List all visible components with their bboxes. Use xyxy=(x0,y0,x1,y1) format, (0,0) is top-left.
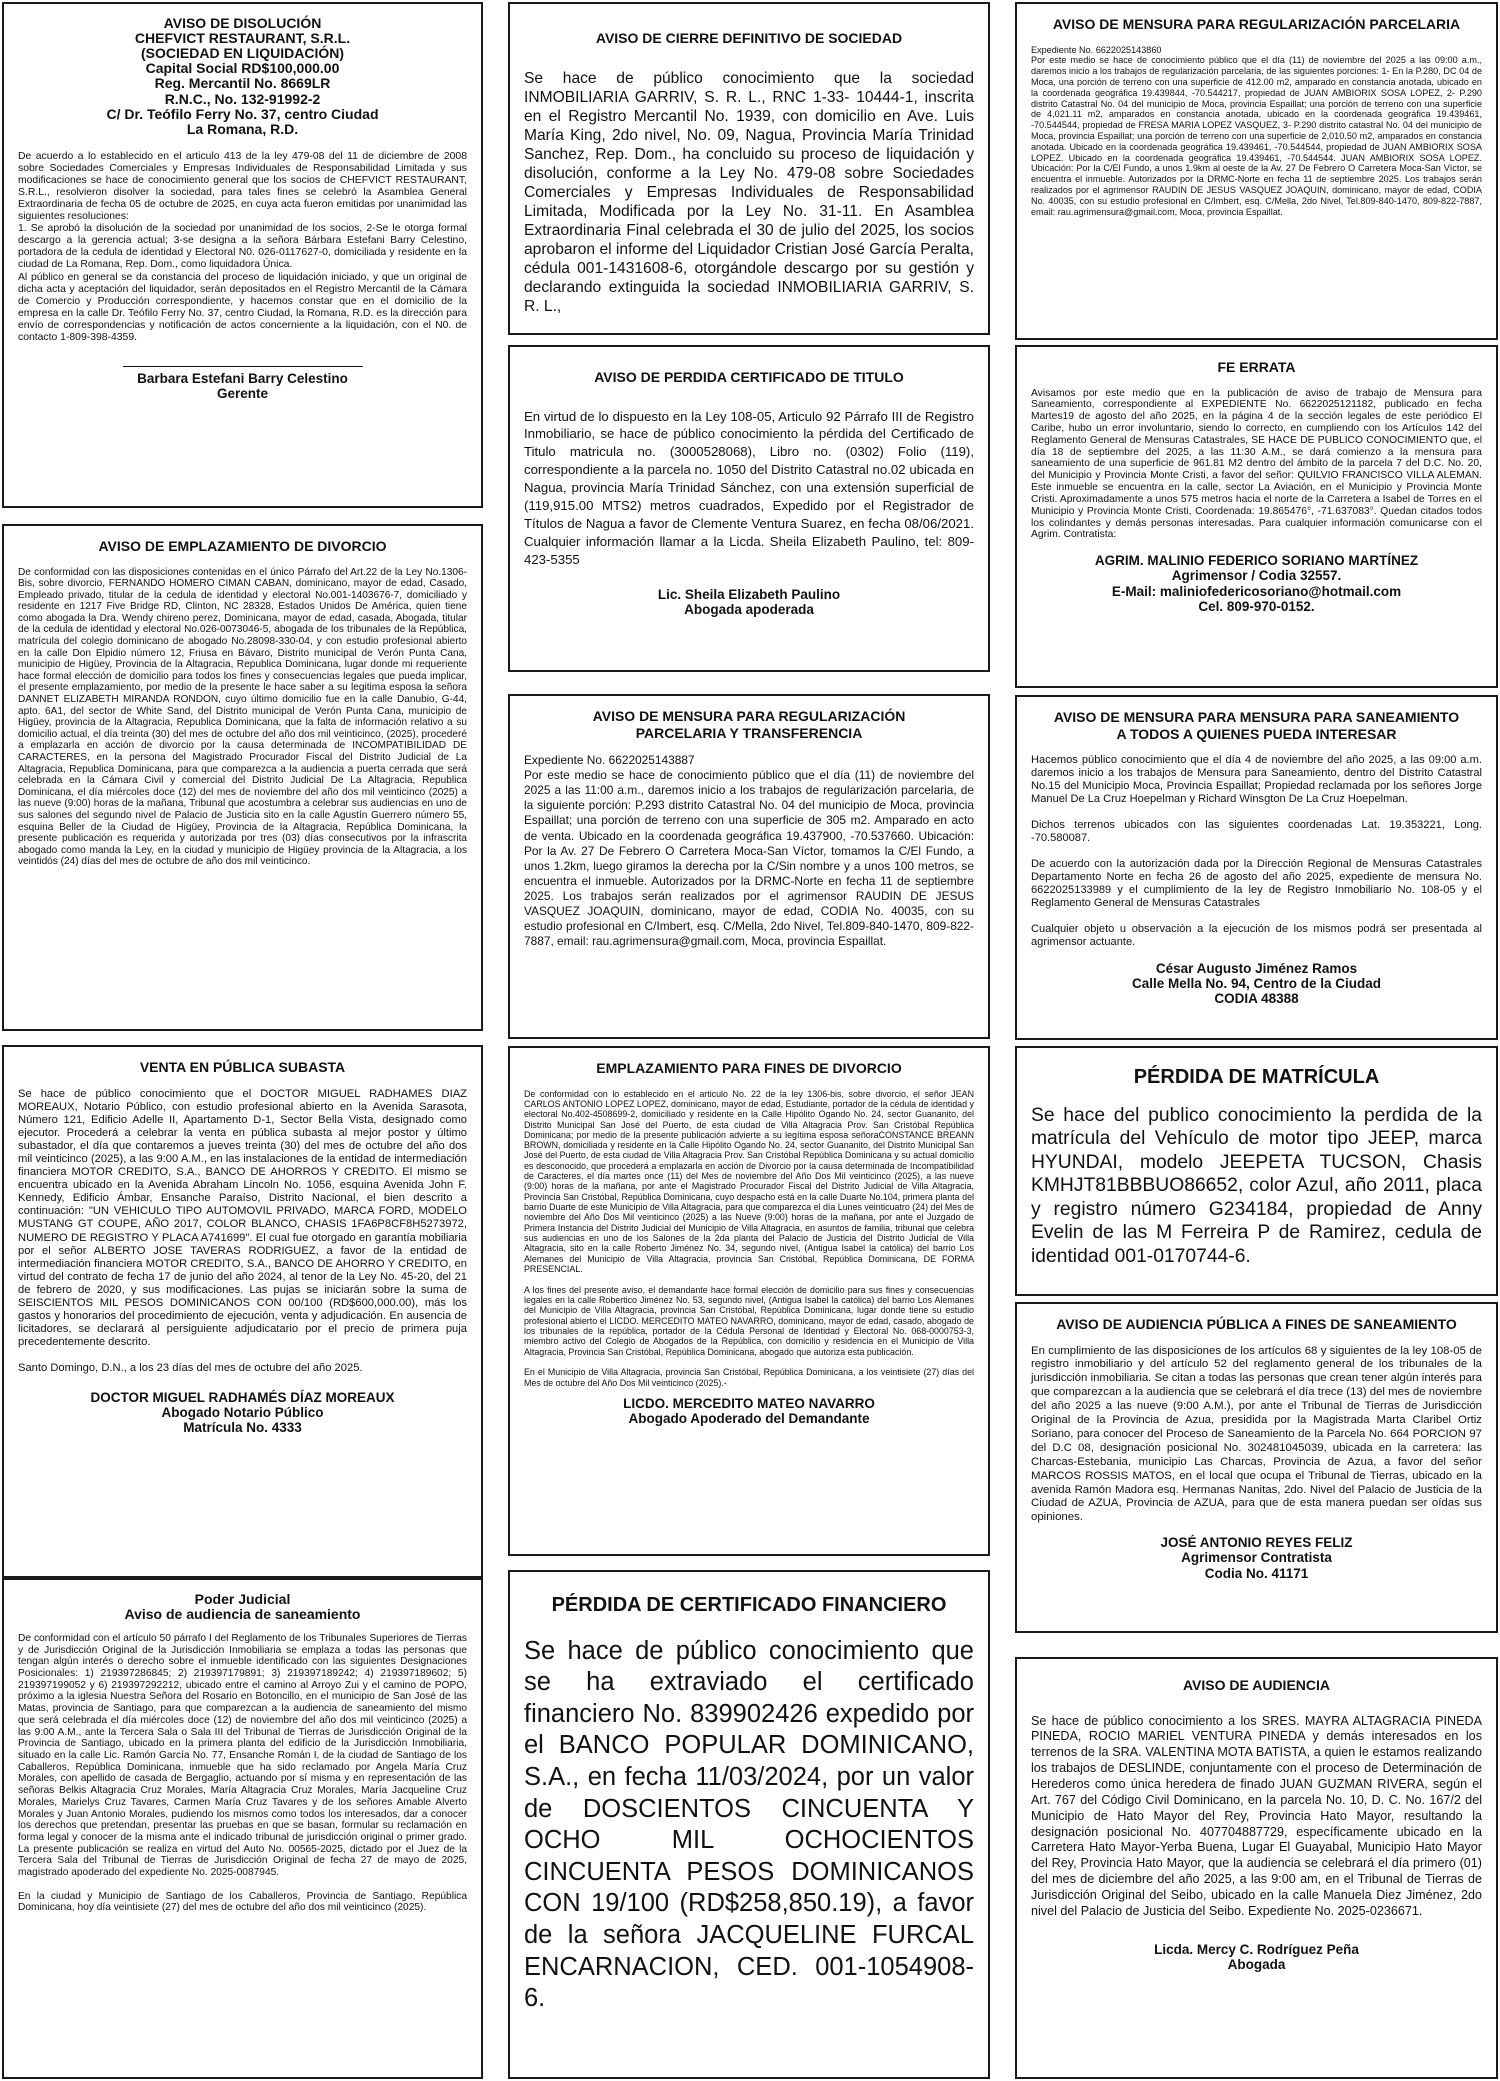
notice-title: AVISO DE EMPLAZAMIENTO DE DIVORCIO xyxy=(98,538,387,554)
notice-title: FE ERRATA xyxy=(1217,359,1296,375)
notice-title: PÉRDIDA DE MATRÍCULA xyxy=(1133,1066,1380,1088)
notice-body: De conformidad con el artículo 50 párrafo I del Reglamento de los Tribunales Superiores de Tierras y de Jurisdicción Original de la Jurisdicción Inmobiliaria se emplaza a todas las personas que tengan algún interés o derecho sobre el inmueble identificado con las siguientes Designaciones Posicionales: 1) 219397286845; 2) 219397179891; 3) 219397189242; 4) 219397189602; 5) 219397199052 y 6) 219397292212, ubicado entre el camino al Arroyo Zui y el camino de POPO, próximo a la iglesia Nuestra Señora del Rosario en Botoncillo, en el municipio de San José de las Matas, provincia de Santiago, para que comparezcan a la audiencia de saneamiento del mismo que será celebrada el día miércoles doce (12) de noviembre del año dos mil veinticinco (2025) a las 9:00 A.M., ante la Tercera Sala o Sala III del Tribunal de Tierras de Jurisdicción Original de la Provincia de Santiago, ubicado en la primera planta del edificio de la Jurisdicción Inmobiliaria, situado en la calle Lic. Ramón García No. 77, Ensanche Román I, de la ciudad de Santiago de los Caballeros, República Dominicana, inmueble que ha sido reclamado por Angela María Cruz Morales, con apellido de casada de Bergaglio, actuando por sí misma y en representación de las señoras Belkis Altagracia Cruz Morales, María Altagracia Cruz Morales, María Jacqueline Cruz Morales, Marielys Cruz Tavares, Carmen María Cruz Tavares y de los señores Amable Alverto Morales y Juan Antonio Morales, pudiendo los mismos como todos los interesados, dar a conocer los derechos que pretendan, presentar las pruebas en que se basan, formular su reclamación en forma legal y conocer de la misma ante el indicado tribunal de jurisdicción original o primer grado. La presente publicación se realiza en virtud del Auto No. 00565-2025, dictado por el Juez de la Tercera Sala del Tribunal de Tierras de Jurisdicción Original de fecha 27 de mayo de 2025, magistrado apoderado del expediente No. 2025-0087945. En la ciudad y Municipio de Santiago de los Caballeros, Provincia de Santiago, República Dominicana, hoy día veintisiete (27) del mes de octubre del año dos mil veinticinco (2025). xyxy=(18,1632,467,1914)
notice-body: Avisamos por este medio que en la publicación de aviso de trabajo de Mensura para Saneamiento, correspondiente al EXPEDIENTE No. 6622025121182, publicado en fecha Martes19 de agosto del año 2025, en la página 4 de la sección legales de este periódico El Caribe, hubo un error involuntario, siendo lo correcto, en cumpliendo con los Artículos 142 del Reglamento General de Mensuras Catastrales, SE HACE DE PUBLICO CONOCIMIENTO que, el día 18 de septiembre del 2025, a las 11:30 A.M., se dará comienzo a la mensura para saneamiento de una superficie de 961.81 M2 dentro del ámbito de la parcela 7 del D.C. No. 20, del Municipio y Provincia Monte Cristi, a favor del señor: QUILVIO FRANCISCO VILLA ALEMAN. Este inmueble se encuentra en la calle, sector La Aviación, en el Municipio y Provincia Monte Cristi. Aproximadamente a unos 575 metros hacia el norte de la Carretera a Isabel de Torres en el Municipio y Provincia Monte Cristi, Coordenada: 19.865476°, -71.637083°. Quedan citados todos los colindantes y demás personas interesadas. Para cualquier información comunicarse con el Agrim. Contratista: xyxy=(1031,387,1482,541)
notice-signature: JOSÉ ANTONIO REYES FELIZ Agrimensor Contratista Codia No. 41171 xyxy=(1160,1535,1353,1581)
notice-public-hearing-sanitation-azua xyxy=(1015,1302,1498,1633)
notice-body: En virtud de lo dispuesto en la Ley 108-05, Articulo 92 Párrafo III de Registro Inmobiliario, se hace de público conocimiento la pérdida del Certificado de Titulo matricula no. (3000528068), Libro no. (0302) Folio (119), correspondiente a la parcela no. 1050 del Distrito Catastral no.02 ubicada en Nagua, provincia María Trinidad Sánchez, con una extensión superficial de (119,915.00 MTS2) metros cuadrados, Expedido por el Registrador de Títulos de Nagua a favor de Clemente Ventura Suarez, en fecha 08/06/2021. Cualquier información llamar a la Licda. Sheila Elizabeth Paulino, tel: 809-423-5355 xyxy=(524,408,974,568)
notice-body: De conformidad con lo establecido en el articulo No. 22 de la ley 1306-bis, sobre divorcio, el señor JEAN CARLOS ANTONIO LOPEZ LOPEZ, dominicano, mayor de edad, Estudiante, portador de la cédula de identidad y electoral No.402-4508699-2, domiciliado y residente en la Calle Hipólito Ogando No. 24, sector Guananito, del Distrito Municipal San José del Puerto, de esta ciudad de Villa Altagracia Prov. San Cristóbal República Dominicana; por medio de la presente publicación advierte a su legítima esposa señoraCONSTANCE BREANN BROWN, domiciliada y residente en la Calle Hipólito Ogando No. 24, sector Guananito, del Distrito Municipal San José del Puerto, de esta ciudad de Villa Altagracia Prov. San Cristóbal República Dominicana y su actual domicilio es desconocido, que procederá a emplazarla en acción de Divorcio por la causa determinada de Incompatibilidad de Caracteres, el día martes once (11) del Mes de noviembre del Año Dos Mil veinticinco (2025), a las nueve (9:00) horas de la mañana, por ante el Magistrado Procurador Fiscal del Distrito Judicial de Villa Altagracia, Provincia San Cristóbal, República Dominicana, cuyo despacho está en la calle Duarte No.104, primera planta del barrio Duarte de este Municipio de Villa Altagracia, para que comparezca el día Lunes veinticuatro (24) del Mes de noviembre del Año Dos Mil veinticinco (2025) a las Nueve (9:00) horas de la mañana, por ante el Juzgado de Primera Instancia del Distrito Judicial del Municipio de Villa Altagracia, en asuntos de familia, tribunal que celebra sus audiencias en uno de los Salones de la 2da planta del Palacio de Justicia del Distrito Judicial de Villa Altagracia, sito en la calle Roberto Jiménez No. 34, segundo nivel, (Antigua Isabel la católica) del barrio Los Alemanes del Municipio de Villa Altagracia, provincia San Cristóbal, República Dominicana, DE FORMA PRESENCIAL. A los fines del presente aviso, el demandante hace formal elección de domicilio para sus fines y consecuencias legales en la calle Robertico Jiménez No. 53, segundo nivel, (Antigua Isabel la católica) del barrio Los Alemanes del Municipio de Villa Altagracia, provincia San Cristóbal, República Dominicana, lugar donde tiene su estudio profesional abierto el LICDO. MERCEDITO MATEO NAVARRO, dominicano, mayor de edad, casado, abogado de los tribunales de la república, portador de la Cédula Personal de Identidad y Electoral No. 068-0000753-3, miembro activo del Colegio de Abogados de la República, con domicilio y residencia en el Municipio de Villa Altagracia, Provincia San Cristóbal, República Dominicana, abogado que autoriza esta publicación. En el Municipio de Villa Altagracia, provincia San Cristóbal, República Dominicana, a los veintisiete (27) días del Mes de octubre del Año Dos Mil veinticinco (2025).- xyxy=(524,1088,974,1388)
notice-signature: Licda. Mercy C. Rodríguez Peña Abogada xyxy=(1154,1941,1359,1972)
notice-sanitation-hearing-santiago xyxy=(2,1578,483,2079)
notice-body: Se hace del publico conocimiento la perdida de la matrícula del Vehículo de motor tipo JEEP, marca HYUNDAI, modelo JEEPETA TUCSON, Chasis KMHJT81BBBUO86652, color Azul, año 2011, placa y registro número G234184, propiedad de Anny Evelin de las M Ferreira P de Ramirez, cedula de identidad 001-0170744-6. xyxy=(1031,1104,1482,1267)
notice-hearing-deslinde xyxy=(1015,1657,1498,2079)
notice-title: PÉRDIDA DE CERTIFICADO FINANCIERO xyxy=(551,1594,947,1616)
notice-title: EMPLAZAMIENTO PARA FINES DE DIVORCIO xyxy=(596,1060,902,1076)
notice-body: Hacemos público conocimiento que el día 4 de noviembre del año 2025, a las 09:00 a.m. daremos inicio a los trabajos de Mensura para Saneamiento, dentro del Distrito Catastral No.15 del Municipio Moca, Provincia Espaillat; Propiedad reclamada por los señores Jorge Manuel De La Cruz Hoepelman y Richard Winsgton De La Cruz Hoepelman. Dichos terrenos ubicados con las siguientes coordenadas Lat. 19.353221, Long. -70.580087. De acuerdo con la autorización dada por la Dirección Regional de Mensuras Catastrales Departamento Norte en fecha 26 de agosto del año 2025, expediente de mensura No. 6622025133989 y el cumplimiento de la ley de Registro Inmobiliario No. 108-05 y el Reglamento General de Mensuras Catastrales Cualquier objeto u observación a la ejecución de los mismos podrá ser presentada al agrimensor actuante. xyxy=(1031,754,1482,948)
notice-title: AVISO DE AUDIENCIA PÚBLICA A FINES DE SANEAMIENTO xyxy=(1056,1316,1457,1332)
notice-title: VENTA EN PÚBLICA SUBASTA xyxy=(139,1059,346,1075)
notice-title: AVISO DE CIERRE DEFINITIVO DE SOCIEDAD xyxy=(595,30,903,46)
notice-body: Se hace de público conocimiento que el DOCTOR MIGUEL RADHAMES DIAZ MOREAUX, Notario Público, con estudio profesional abierto en la Avenida Sarasota, Número 121, Edificio Adelle II, Apartamento D-1, Sector Bella Vista, designado como ejecutor. Procederá a celebrar la venta en pública subasta al mejor postor y último subastador, el día que contaremos a jueves treinta (30) del mes de octubre del año dos mil veinticinco (2025), a las 9:00 A.M., en las instalaciones de la entidad de intermediación financiera MOTOR CREDITO, S.A., BANCO DE AHORROS Y CREDITO. El mismo se encuentra ubicado en la Avenida Abraham Lincoln No. 1056, esquina Avenida John F. Kennedy, Edificio Ámbar, Ensanche Paraíso, Distrito Nacional, el bien descrito a continuación: "UN VEHICULO TIPO AUTOMOVIL PRIVADO, MARCA FORD, MODELO MUSTANG GT COUPE, AÑO 2017, COLOR BLANCO, CHASIS 1FA6P8CF8H5273972, NUMERO DE REGISTRO Y PLACA A741699". El cual fue otorgado en garantía mobiliaria por el señor ALBERTO JOSE TAVERAS RODRIGUEZ, a favor de la entidad de intermediación financiera MOTOR CREDITO, S.A., BANCO DE AHORRO Y CREDITO, en virtud del contrato de fecha 17 de junio del año 2024, al tenor de la Ley No. 45-20, del 21 de febrero de 2020, y sus modificaciones. Las pujas se iniciarán sobre la suma de SEISCIENTOS MIL PESOS DOMINICANOS CON 00/100 (RD$600,000.00), más los gastos y honorarios del procedimiento de ejecución, venta y adjudicación. En ausencia de licitadores, se declarará al persiguiente adjudicatario por el precio de primera puja precedentemente descrito. Santo Domingo, D.N., a los 23 días del mes de octubre del año 2025. xyxy=(18,1087,467,1375)
notice-financial-certificate-loss xyxy=(508,1570,990,2079)
notice-survey-parcel-regularization xyxy=(1015,2,1498,340)
notice-body: Se hace de público conocimiento que la sociedad INMOBILIARIA GARRIV, S. R. L., RNC 1-33- 10444-1, inscrita en el Registro Mercantil No. 1939, con domicilio en Ave. Luis María King, 2do nivel, No. 09, Nagua, Provincia María Trinidad Sanchez, Rep. Dom., ha concluido su proceso de liquidación y disolución, conforme a la Ley No. 479-08 sobre Sociedades Comerciales y Empresas Individuales de Responsabilidad Limitada, Modificada por la Ley No. 31-11. En Asamblea Extraordinaria Final celebrada el 30 de julio del 2025, los socios aprobaron el informe del Liquidador Cristian José García Peralta, cédula 001-1431608-6, otorgándole descargo por su gestión y declarando extinguida la sociedad INMOBILIARIA GARRIV, S. R. L., xyxy=(524,69,974,315)
notice-body: De acuerdo a lo establecido en el articulo 413 de la ley 479-08 del 11 de diciembre de 2008 sobre Sociedades Comerciales y Empresas Individuales de Responsabilidad Limitada y sus modificaciones se hace de conocimiento general que los socios de CHEFVICT RESTAURANT, S.R.L., resolvieron disolver la sociedad, para tales fines se celebró la Asamblea General Extraordinaria de fecha 05 de octubre de 2025, en cuya acta fueron emitidas por unanimidad las siguientes resoluciones: 1. Se aprobó la disolución de la sociedad por unanimidad de los socios, 2-Se le otorga formal descargo a la gerencia actual; 3-se designa a la señora Bárbara Estefani Barry Celestino, portadora de la cedula de identidad y Electoral N0. 026-0117627-0, domiciliada y residente en la ciudad de La Romana, Rep. Dom., como liquidadora Única. Al público en general se da constancia del proceso de liquidación iniciado, y que un original de dicha acta y aceptación del liquidador, serán depositados en el Registro Mercantil de la Cámara de Comercio y Producción correspondiente, y hacemos constar que en el domicilio de la empresa en la calle Dr. Teófilo Ferry No. 37, centro Ciudad, la Romana, R.D. es la dirección para envío de correspondencias y notificación de actos concerniente a la liquidación, con el N0. de contacto 1-809-398-4359. xyxy=(18,150,467,343)
notice-divorce-summons-villa-altagracia xyxy=(508,1046,990,1556)
notice-signature: AGRIM. MALINIO FEDERICO SORIANO MARTÍNEZ Agrimensor / Codia 32557. E-Mail: maliniofedericosoriano@hotmail.com Cel. 809-970-0152. xyxy=(1094,553,1419,614)
notice-body: Expediente No. 6622025143887 Por este medio se hace de conocimiento público que el día (11) de noviembre del 2025 a las 11:00 a.m., daremos inicio a los trabajos de regularización parcelaria, de la siguiente porción: P.293 distrito Catastral No. 04 del municipio de Moca, provincia Espaillat; una porción de terreno con una superficie de 305 m2. Amparado en acto de venta. Ubicado en la coordenada geográfica 19.437900, -70.537660. Ubicación: Por la Av. 27 De Febrero O Carretera Moca-San Víctor, tomamos la C/El Fundo, a unos 1.2km, luego giramos la derecha por la C/Sin nombre y a unos 100 metros, se encuentra el inmueble. Autorizados por la DRMC-Norte en fecha 11 de septiembre 2025. Los trabajos serán realizados por el agrimensor RAUDIN DE JESUS VASQUEZ JOAQUIN, dominicano, mayor de edad, CODIA No. 40035, con su estudio profesional en C/Imbert, esq. C/Mella, 2do Nivel, Tel.809-840-1470, 809-822-7887, email: rau.agrimensura@gmail.com, Moca, provincia Espaillat. xyxy=(524,753,974,949)
notice-body: Se hace de público conocimiento a los SRES. MAYRA ALTAGRACIA PINEDA PINEDA, ROCIO MARIEL VENTURA PINEDA y demás interesados en los terrenos de la SRA. VALENTINA MOTA BATISTA, a quien le estamos realizando los trabajos de DESLINDE, conjuntamente con el proceso de Determinación de Herederos como única heredera de finado JUAN GUZMAN RIVERA, según el Art. 767 del Código Civil Dominicano, en la parcela No. 10, D. C. No. 167/2 del Municipio de Hato Mayor del Rey, Provincia Hato Mayor, resultando la designación posicional No. 407704887729, específicamente ubicado en la Carretera Hato Mayor-Yerba Buena, Lugar El Guayabal, Municipio Hato Mayor del Rey, Provincia Hato Mayor, que la audiencia se celebrará el día primero (01) del mes de diciembre del año 2025, a las 9:00 am, en el Tribunal de Tierras de Jurisdicción Original del Seibo, ubicado en la calle Manuela Diez Jiménez, 2do nivel del Palacio de Justicia del Seibo. Expediente No. 2025-0236671. xyxy=(1031,1713,1482,1918)
notice-registration-loss xyxy=(1015,1046,1498,1296)
notice-company-closure xyxy=(508,2,990,335)
notice-body: Se hace de público conocimiento que se ha extraviado el certificado financiero No. 839902426 expedido por el BANCO POPULAR DOMINICANO, S.A., en fecha 11/03/2024, por un valor de DOSCIENTOS CINCUENTA Y OCHO MIL OCHOCIENTOS CINCUENTA PESOS DOMINICANOS CON 19/100 (RD$258,850.19), a favor de la señora JACQUELINE FURCAL ENCARNACION, CED. 001-1054908-6. xyxy=(524,1636,974,2013)
notice-signature: Barbara Estefani Barry Celestino Gerente xyxy=(123,366,363,401)
notice-signature: LICDO. MERCEDITO MATEO NAVARRO Abogado Apoderado del Demandante xyxy=(623,1396,875,1427)
notice-errata xyxy=(1015,345,1498,688)
notice-body: En cumplimiento de las disposiciones de los artículos 68 y siguientes de la ley 108-05 de registro inmobiliario y del artículo 52 del reglamento general de los tribunales de la jurisdicción inmobiliaria. Se citan a todas las personas que crean tener algún interés para que comparezcan a la audiencia que se celebrará el día trece (13) del mes de noviembre del año 2025 a las nueve (9:00 A.M.), por ante el Tribunal de Tierras de Jurisdicción Original de la Provincia de Azua, presidida por la Magistrada Marta Claribel Ortiz Soriano, para conocer del Proceso de Saneamiento de la Parcela No. 664 PORCION 97 del D.C 08, designación posicional No. 302481045039, ubicada en la carretera: las Charcas-Estebania, municipio Las Charcas, Provincia de Azua, a favor del señor MARCOS ROSSIS MATOS, en el local que ocupa el Tribunal de Tierras, ubicado en la avenida Ramón Madora esq. Hermanas Nanitas, 2do. Nivel del Palacio de Justicia de la Ciudad de AZUA, Provincia de AZUA, para que de esta manera puedan ser oídas sus opiniones. xyxy=(1031,1344,1482,1524)
notice-title: AVISO DE MENSURA PARA MENSURA PARA SANEAMIENTO A TODOS A QUIENES PUEDA INTERESAR xyxy=(1053,709,1460,742)
notice-dissolution-chefvict xyxy=(2,2,483,508)
notice-head: AVISO DE DISOLUCIÓN CHEFVICT RESTAURANT, S.R.L. (SOCIEDAD EN LIQUIDACIÓN) Capital Social RD$100,000.00 Reg. Mercantil No. 8669LR R.N.C., No. 132-91992-2 C/ Dr. Teófilo Ferry No. 37, centro Ciudad La Romana, R.D. xyxy=(106,15,379,137)
notice-signature: César Augusto Jiménez Ramos Calle Mella No. 94, Centro de la Ciudad CODIA 48388 xyxy=(1131,960,1382,1006)
notice-signature: DOCTOR MIGUEL RADHAMÉS DÍAZ MOREAUX Abogado Notario Público Matrícula No. 4333 xyxy=(90,1389,395,1435)
notice-title-certificate-loss xyxy=(508,345,990,672)
notice-public-auction xyxy=(2,1045,483,1578)
notice-survey-sanitation xyxy=(1015,695,1498,1040)
notice-title: AVISO DE AUDIENCIA xyxy=(1182,1677,1330,1693)
notice-title: AVISO DE MENSURA PARA REGULARIZACIÓN PARCELARIA Y TRANSFERENCIA xyxy=(592,708,906,741)
notice-survey-regularization-transfer xyxy=(508,694,990,1039)
notice-divorce-summons xyxy=(2,524,483,1031)
notice-body: Expediente No. 6622025143860 Por este medio se hace de conocimiento público que el día (11) de noviembre del 2025 a las 09:00 a.m., daremos inicio a los trabajos de regularización parcelaria, de las siguientes porciones: 1- En la P.280, DC 04 de Moca, una porción de terreno con una superficie de 412.00 m2, amparado en constancia anotada, ubicado en la coordenada geográfica 19.439844, -70.544217, propiedad de JUAN AMBIORIX SOSA LOPEZ, 2- P.290 distrito Catastral No. 04 del municipio de Moca, provincia Espaillat; una porción de terreno con una superficie de 4,021.11 m2, amparados en constancia anotada, ubicado en la coordenada geográfica 19.439461, -70.544544, propiedad de FRESA MARIA LOPEZ VASQUEZ, 3- P.290 distrito catastral No. 04 del municipio de Moca, provincia Espaillat; una porción de terreno con una superficie de 2,010.50 m2, amparados en constancia anotada. Ubicado en la coordenada geográfica 19.439461, -70.544544, propiedad de JUAN AMBIORIX SOSA LOPEZ. Ubicado en la coordenada geográfica 19.439461, -70.544544. JUAN AMBIORIX SOSA LOPEZ. Ubicación: Por la C/El Fundo, a unos 1.9km al oeste de la Av. 27 De Febrero O Carretera Moca-San Víctor, se encuentra el inmueble. Autorizados por la DRMC-Norte en fecha 11 de septiembre 2025. Los trabajos serán realizados por el agrimensor RAUDIN DE JESUS VASQUEZ JOAQUIN, dominicano, mayor de edad, CODIA No. 40035, con su estudio profesional en C/Imbert, esq. C/Mella, 2do Nivel, Tel.809-840-1470, 809-822-7887, email: rau.agrimensura@gmail.com, Moca, provincia Espaillat. xyxy=(1031,44,1482,217)
notice-title: AVISO DE MENSURA PARA REGULARIZACIÓN PARCELARIA xyxy=(1052,16,1461,32)
notice-head: Poder Judicial Aviso de audiencia de saneamiento xyxy=(124,1591,361,1623)
notice-body: De conformidad con las disposiciones contenidas en el único Párrafo del Art.22 de la Ley No.1306-Bis, sobre divorcio, FERNANDO HOMERO CIMAN CABAN, dominicano, mayor de edad, Casado, Empleado privado, titular de la cedula de identidad y electoral No.001-1403676-7, domiciliado y residente en 1217 Five Bridge RD, Clinton, NC 28328, Estados Unidos De América, quien tiene como abogada la Dra. Wendy chireno perez, Dominicana, mayor de edad, casada, Abogada, titular de la cedula de identidad y electoral No.026-0073046-5, abogada de los tribunales de la República, matrícula del colegio dominicano de abogado No.28098-330-04, y con estudio profesional abierto en la calle Don Elpidio número 12, Friusa en Bávaro, Distrito municipal de Verón Punta Cana, municipio de Higüey, Provincia de la Altagracia, Republica Dominicana, lugar donde mi requeriente hace formal elección de domicilio para todos los fines y consecuencias legales que pueda implicar, el presente emplazamiento, por medio de la presente le hace saber a su legitima esposa la señora DANNET ELIZABETH MIRANDA RONDON, cuyo último domicilio fue en la calle Danubio, G-44, apto. 6A1, del sector de White Sand, del Distrito municipal de Verón Punta Cana, municipio de Higüey, provincia de la Altagracia, Republica Dominicana, que la falta de información relativo a su domicilio actual, el día treinta (30) del mes de octubre del año dos mil veinticinco, (2025), procederé a emplazarla en acción de divorcio por la causa determinada de INCOMPATIBILIDAD DE CARACTERES, en la persona del Magistrado Procurador Fiscal del Distrito Judicial de La Altagracia, Republica Dominicana, para que comparezca a la audiencia a puerta cerrada que será celebrada en la Cámara Civil y comercial del Distrito Judicial De La Altagracia, Republica Dominicana, el día miércoles doce (12) del mes de noviembre del año dos mil veinticinco (2025) a las nueve (9:00) horas de la mañana, Tribunal que acostumbra a celebrar sus audiencias en uno de sus salones del segundo nivel de Palacio de Justicia sito en la calle Agustín Guerrero número 55, esquina Beller de la Ciudad de Higüey, Provincia de la Altagracia, República Dominicana, la presente publicación es requerida y autorizada por tres (03) días consecutivos por la infrascrita abogado como manda la Ley, en la ciudad y municipio de Higüey provincia de la Altagracia, a los veintidós (24) días del mes de octubre de año dos mil veinticinco. xyxy=(18,566,467,868)
notice-signature: Lic. Sheila Elizabeth Paulino Abogada apoderada xyxy=(657,587,841,618)
notice-title: AVISO DE PERDIDA CERTIFICADO DE TITULO xyxy=(594,369,904,385)
